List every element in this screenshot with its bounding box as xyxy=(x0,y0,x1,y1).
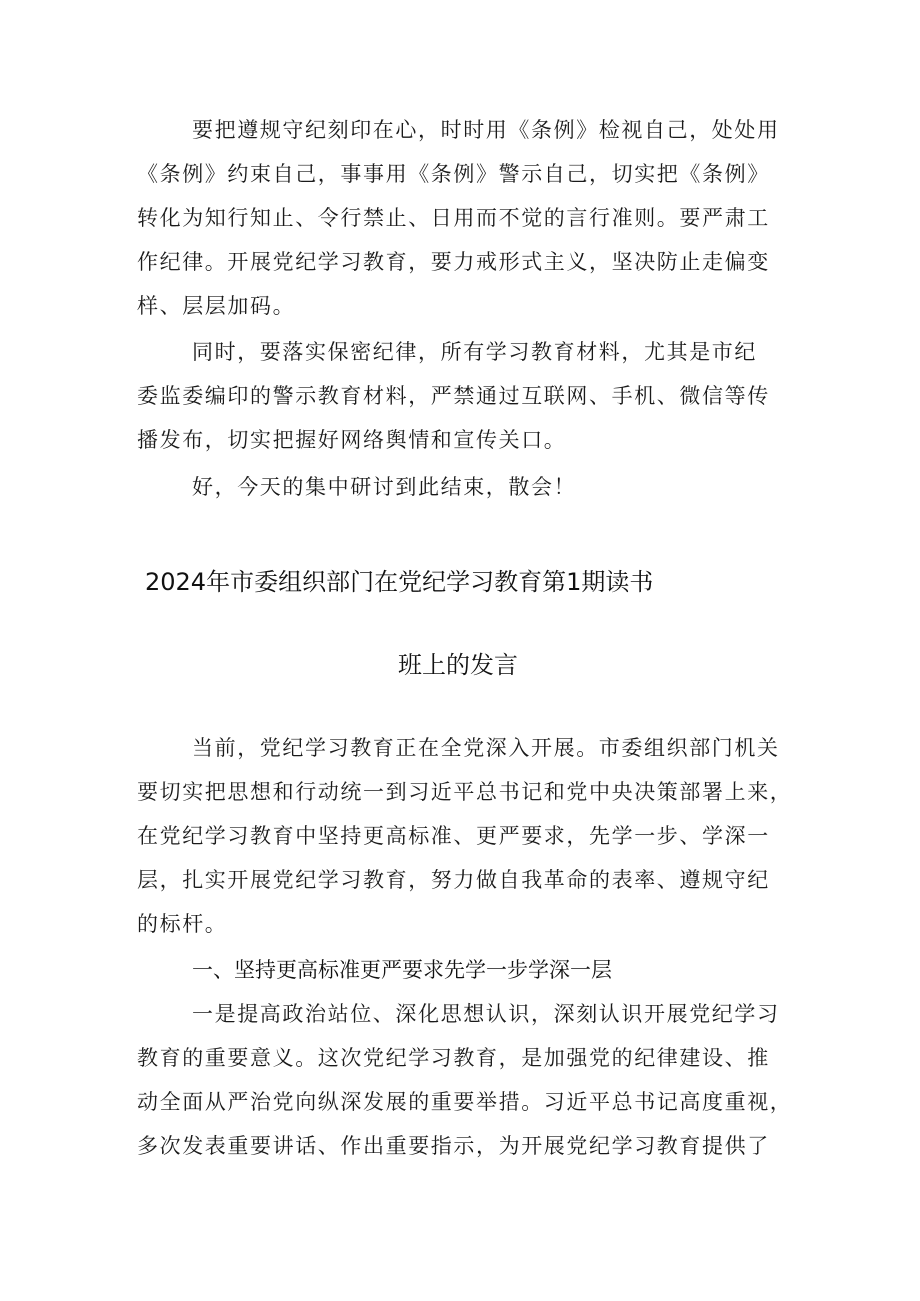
paragraph-line: 多次发表重要讲话、作出重要指示，为开展党纪学习教育提供了 xyxy=(137,1134,770,1158)
paragraph-line: 播发布，切实把握好网络舆情和宣传关口。 xyxy=(137,428,567,452)
paragraph-line: 动全面从严治党向纵深发展的重要举措。习近平总书记高度重视， xyxy=(137,1090,793,1114)
paragraph-line: 委监委编印的警示教育材料，严禁通过互联网、手机、微信等传 xyxy=(137,384,770,408)
paragraph-line: 同时，要落实保密纪律，所有学习教育材料，尤其是市纪 xyxy=(192,340,757,364)
paragraph-line: 《条例》约束自己，事事用《条例》警示自己，切实把《条例》 xyxy=(137,162,770,186)
paragraph-line: 样、层层加码。 xyxy=(137,294,296,318)
paragraph-line: 的标杆。 xyxy=(137,912,228,936)
paragraph-line: 当前，党纪学习教育正在全党深入开展。市委组织部门机关 xyxy=(192,736,780,760)
paragraph-line: 好，今天的集中研讨到此结束，散会！ xyxy=(192,475,577,499)
paragraph-line: 在党纪学习教育中坚持更高标准、更严要求，先学一步、学深一 xyxy=(137,824,770,848)
document-title-line-2: 班上的发言 xyxy=(398,651,518,679)
document-title-line-1: 2024年市委组织部门在党纪学习教育第1期读书 xyxy=(145,568,654,596)
paragraph-line: 层，扎实开展党纪学习教育，努力做自我革命的表率、遵规守纪 xyxy=(137,868,770,892)
paragraph-line: 要把遵规守纪刻印在心，时时用《条例》检视自己，处处用 xyxy=(192,118,780,142)
paragraph-line: 转化为知行知止、令行禁止、日用而不觉的言行准则。要严肃工 xyxy=(137,206,770,230)
paragraph-line: 作纪律。开展党纪学习教育，要力戒形式主义，坚决防止走偏变 xyxy=(137,250,770,274)
paragraph-line: 要切实把思想和行动统一到习近平总书记和党中央决策部署上来， xyxy=(137,780,793,804)
paragraph-line: 一是提高政治站位、深化思想认识，深刻认识开展党纪学习 xyxy=(192,1002,780,1026)
paragraph-line: 教育的重要意义。这次党纪学习教育，是加强党的纪律建设、推 xyxy=(137,1046,770,1070)
section-heading: 一、坚持更高标准更严要求先学一步学深一层 xyxy=(192,958,612,982)
